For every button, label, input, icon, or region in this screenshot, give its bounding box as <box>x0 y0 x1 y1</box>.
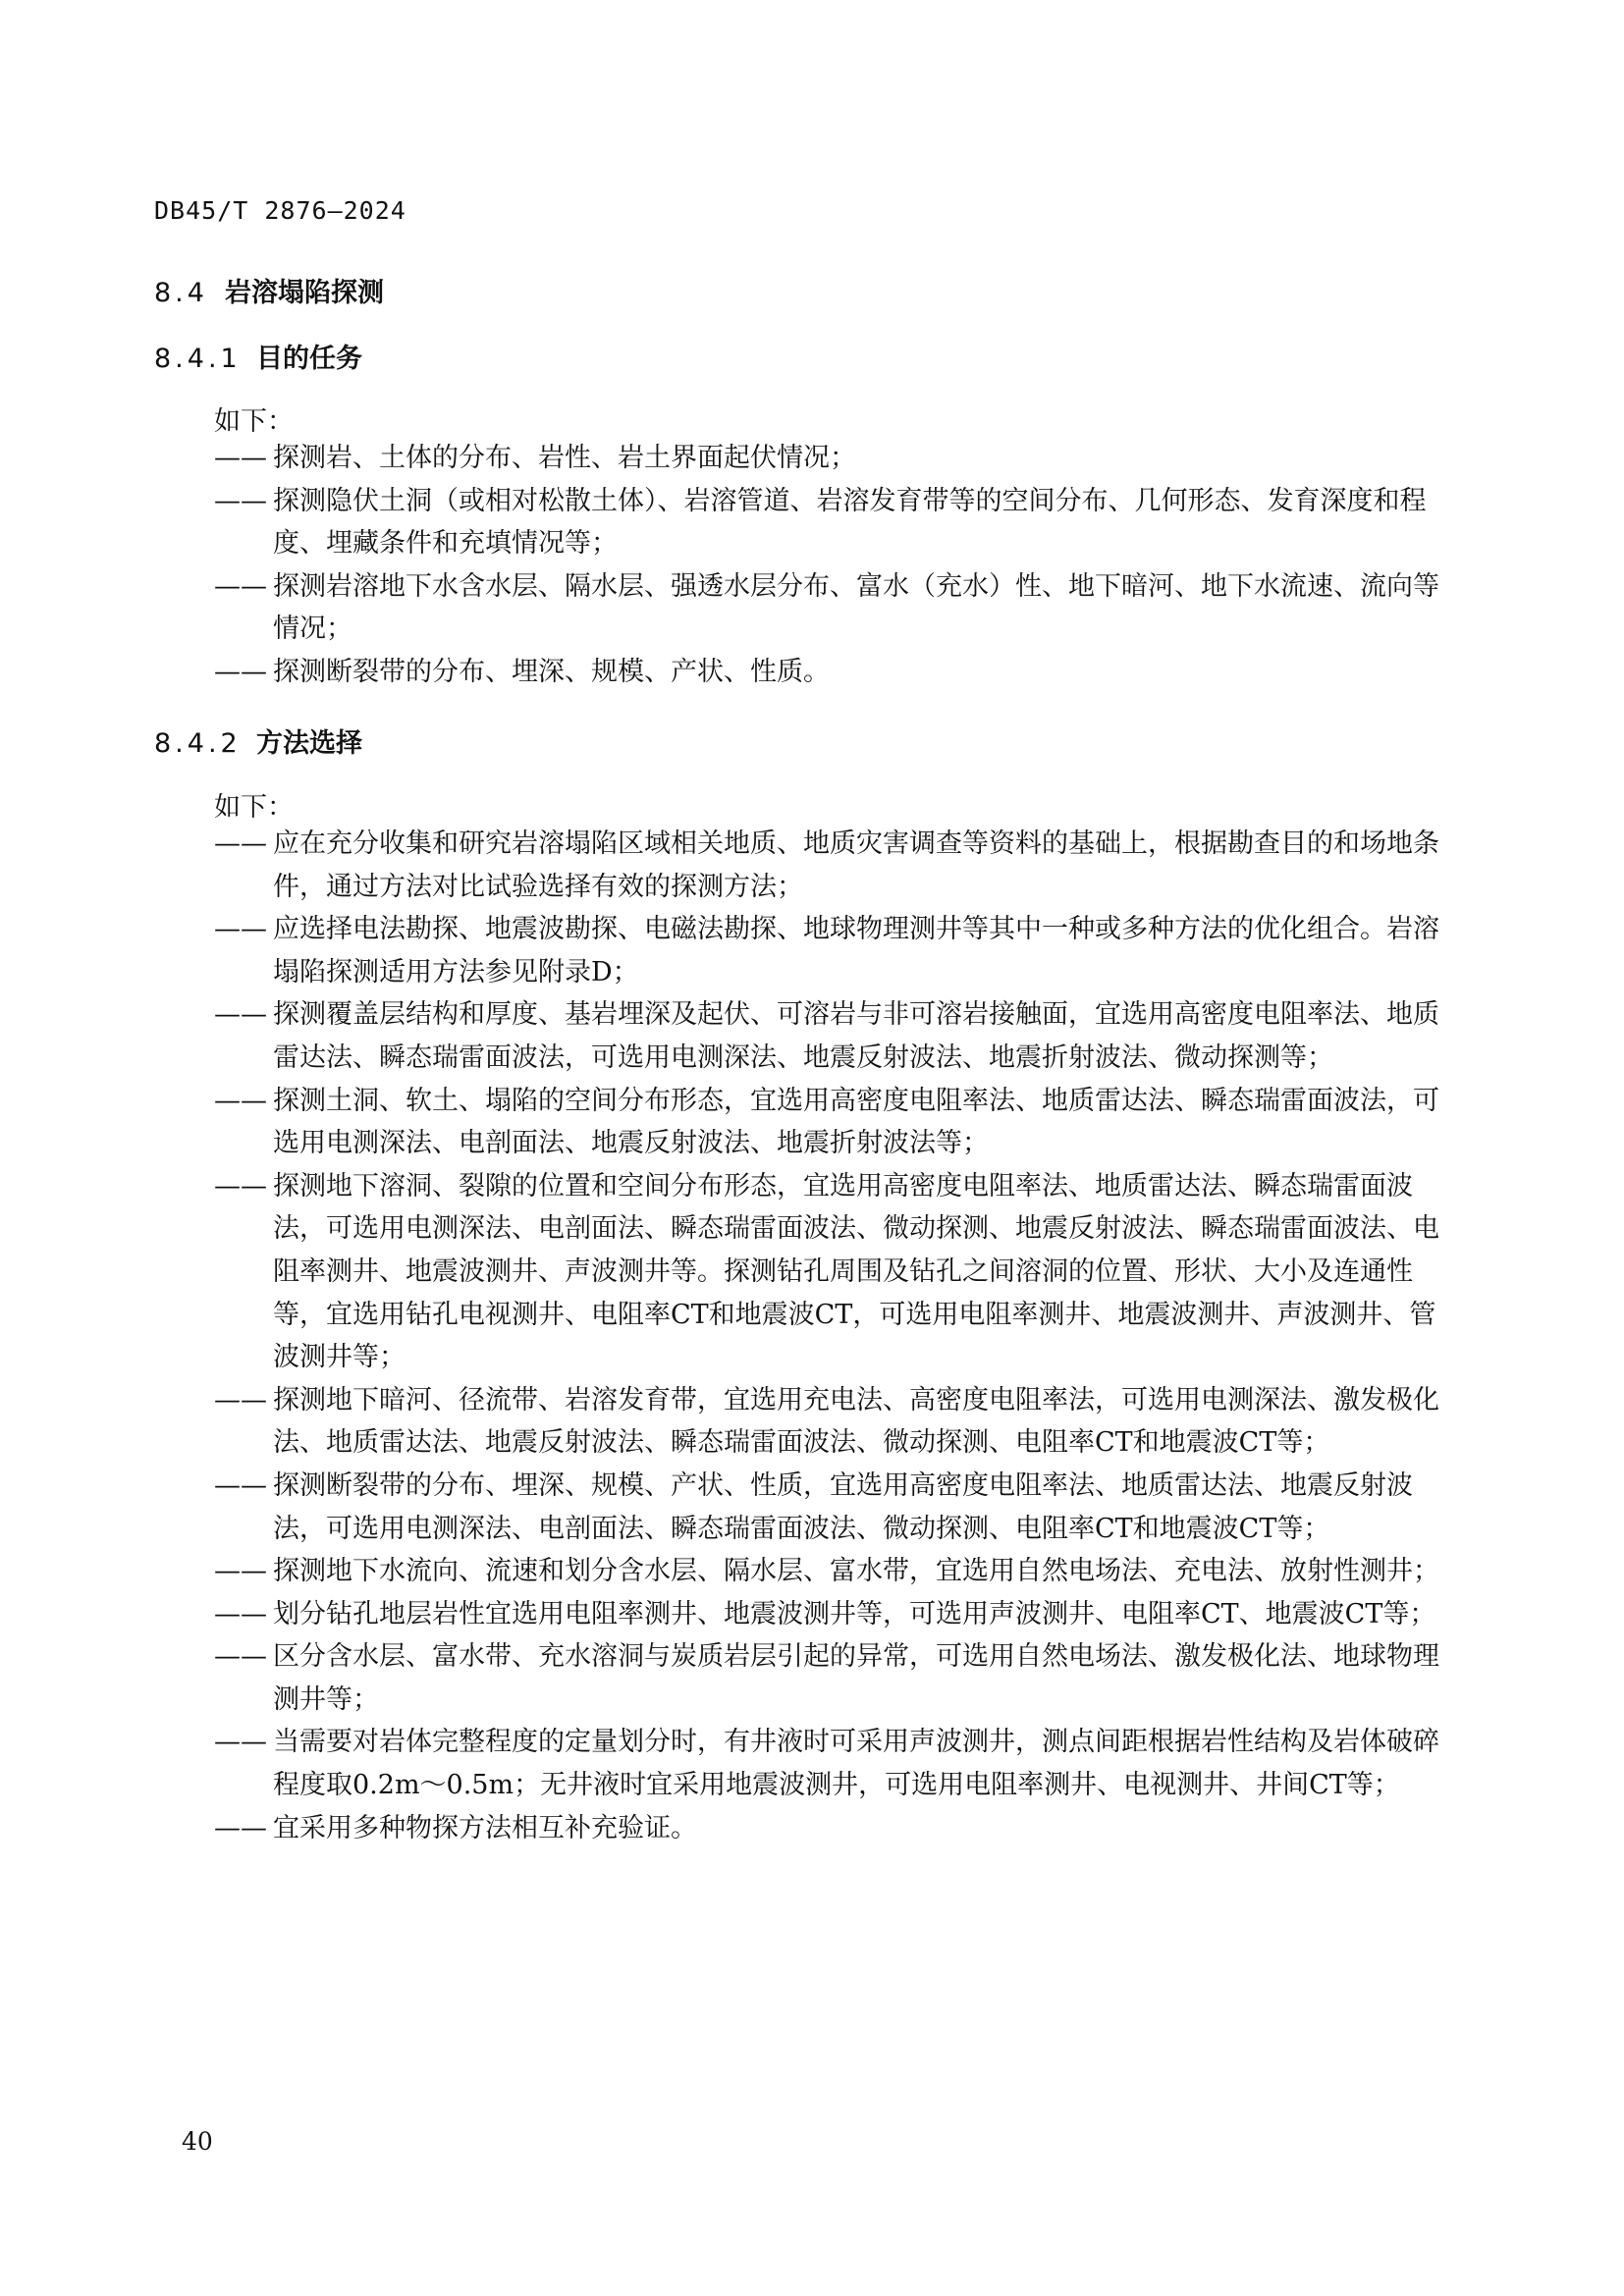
em-dash: —— <box>214 1812 267 1843</box>
section-title: 目的任务 <box>256 344 362 374</box>
list-item-text: 探测覆盖层结构和厚度、基岩埋深及起伏、可溶岩与非可溶岩接触面，宜选用高密度电阻率法、地质雷达法、瞬态瑞雷面波法，可选用电测深法、地震反射波法、地震折射波法、微动探测等； <box>273 999 1439 1073</box>
list-item-text: 区分含水层、富水带、充水溶洞与炭质岩层引起的异常，可选用自然电场法、激发极化法、地球物理测井等； <box>273 1641 1439 1715</box>
list-item-text: 探测地下水流向、流速和划分含水层、隔水层、富水带，宜选用自然电场法、充电法、放射性测井； <box>273 1556 1439 1587</box>
list-item <box>214 993 1441 1079</box>
section-number: 8.4.2 <box>154 728 242 759</box>
list-item-text: 探测岩、土体的分布、岩性、岩土界面起伏情况； <box>273 443 856 473</box>
em-dash: —— <box>214 485 267 516</box>
list-item-text: 应在充分收集和研究岩溶塌陷区域相关地质、地质灾害调查等资料的基础上，根据勘查目的和场地条件，通过方法对比试验选择有效的探测方法； <box>273 828 1439 902</box>
list-item-text: 应选择电法勘探、地震波勘探、电磁法勘探、地球物理测井等其中一种或多种方法的优化组合。岩溶塌陷探测适用方法参见附录D； <box>273 914 1439 988</box>
em-dash: —— <box>214 1598 267 1629</box>
em-dash: —— <box>214 1727 267 1758</box>
list-item <box>214 1080 1441 1165</box>
list-item-text: 探测隐伏土洞（或相对松散土体）、岩溶管道、岩溶发育带等的空间分布、几何形态、发育深度和程度、埋藏条件和充填情况等； <box>273 485 1427 560</box>
em-dash: —— <box>214 1469 267 1501</box>
em-dash: —— <box>214 570 267 602</box>
list-item <box>214 1465 1441 1550</box>
section-8-4-1-intro: 如下： <box>214 406 294 437</box>
list-item-text: 探测断裂带的分布、埋深、规模、产状、性质。 <box>273 656 830 687</box>
em-dash: —— <box>214 656 267 687</box>
list-item <box>214 1593 1441 1636</box>
em-dash: —— <box>214 828 267 859</box>
section-number: 8.4 <box>154 278 208 308</box>
section-8-4-heading <box>154 271 384 309</box>
list-item <box>214 823 1441 908</box>
em-dash: —— <box>214 443 267 473</box>
list-item <box>214 908 1441 993</box>
list-item <box>214 437 1441 480</box>
list-item-text: 探测地下暗河、径流带、岩溶发育带，宜选用充电法、高密度电阻率法，可选用电测深法、激发极化法、地质雷达法、地震反射波法、瞬态瑞雷面波法、微动探测、电阻率CT和地震波CT等； <box>273 1384 1439 1459</box>
list-item-text: 探测岩溶地下水含水层、隔水层、强透水层分布、富水（充水）性、地下暗河、地下水流速、流向等情况； <box>273 570 1439 645</box>
list-item <box>214 565 1441 651</box>
section-8-4-2-heading <box>154 721 362 760</box>
em-dash: —— <box>214 999 267 1031</box>
em-dash: —— <box>214 914 267 945</box>
list-item <box>214 1165 1441 1379</box>
list-item <box>214 1721 1441 1806</box>
method-list <box>214 823 1441 1849</box>
list-item-text: 划分钻孔地层岩性宜选用电阻率测井、地震波测井等，可选用声波测井、电阻率CT、地震波CT等； <box>273 1598 1436 1629</box>
list-item <box>214 1550 1441 1593</box>
list-item-text: 探测地下溶洞、裂隙的位置和空间分布形态，宜选用高密度电阻率法、地质雷达法、瞬态瑞雷面波法，可选用电测深法、电剖面法、瞬态瑞雷面波法、微动探测、地震反射波法、瞬态瑞雷面波法、电阻率测井、地震波测井、声波测井等。探测钻孔周围及钻孔之间溶洞的位置、形状、大小及连通性等，宜选用钻孔电视测井、电阻率CT和地震波CT，可选用电阻率测井、地震波测井、声波测井、管波测井等； <box>273 1170 1439 1373</box>
em-dash: —— <box>214 1556 267 1587</box>
section-title: 岩溶塌陷探测 <box>225 278 384 308</box>
em-dash: —— <box>214 1384 267 1415</box>
list-item <box>214 1379 1441 1465</box>
section-number: 8.4.1 <box>154 344 242 374</box>
section-8-4-2-intro: 如下： <box>214 792 294 823</box>
page-number: 40 <box>182 2127 213 2156</box>
section-8-4-1-heading <box>154 337 362 375</box>
em-dash: —— <box>214 1085 267 1116</box>
list-item <box>214 651 1441 694</box>
list-item-text: 探测土洞、软土、塌陷的空间分布形态，宜选用高密度电阻率法、地质雷达法、瞬态瑞雷面波法，可选用电测深法、电剖面法、地震反射波法、地震折射波法等； <box>273 1085 1439 1159</box>
list-item-text: 宜采用多种物探方法相互补充验证。 <box>273 1812 697 1843</box>
em-dash: —— <box>214 1170 267 1201</box>
em-dash: —— <box>214 1641 267 1673</box>
list-item-text: 探测断裂带的分布、埋深、规模、产状、性质，宜选用高密度电阻率法、地质雷达法、地震反射波法，可选用电测深法、电剖面法、瞬态瑞雷面波法、微动探测、电阻率CT和地震波CT等； <box>273 1469 1413 1544</box>
list-item-text: 当需要对岩体完整程度的定量划分时，有井液时可采用声波测井，测点间距根据岩性结构及岩体破碎程度取0.2m～0.5m；无井液时宜采用地震波测井，可选用电阻率测井、电视测井、井间CT等； <box>273 1727 1439 1801</box>
list-item <box>214 480 1441 565</box>
task-list <box>214 437 1441 694</box>
document-code: DB45/T 2876—2024 <box>154 196 406 225</box>
list-item <box>214 1807 1441 1850</box>
section-title: 方法选择 <box>256 728 362 759</box>
list-item <box>214 1635 1441 1721</box>
